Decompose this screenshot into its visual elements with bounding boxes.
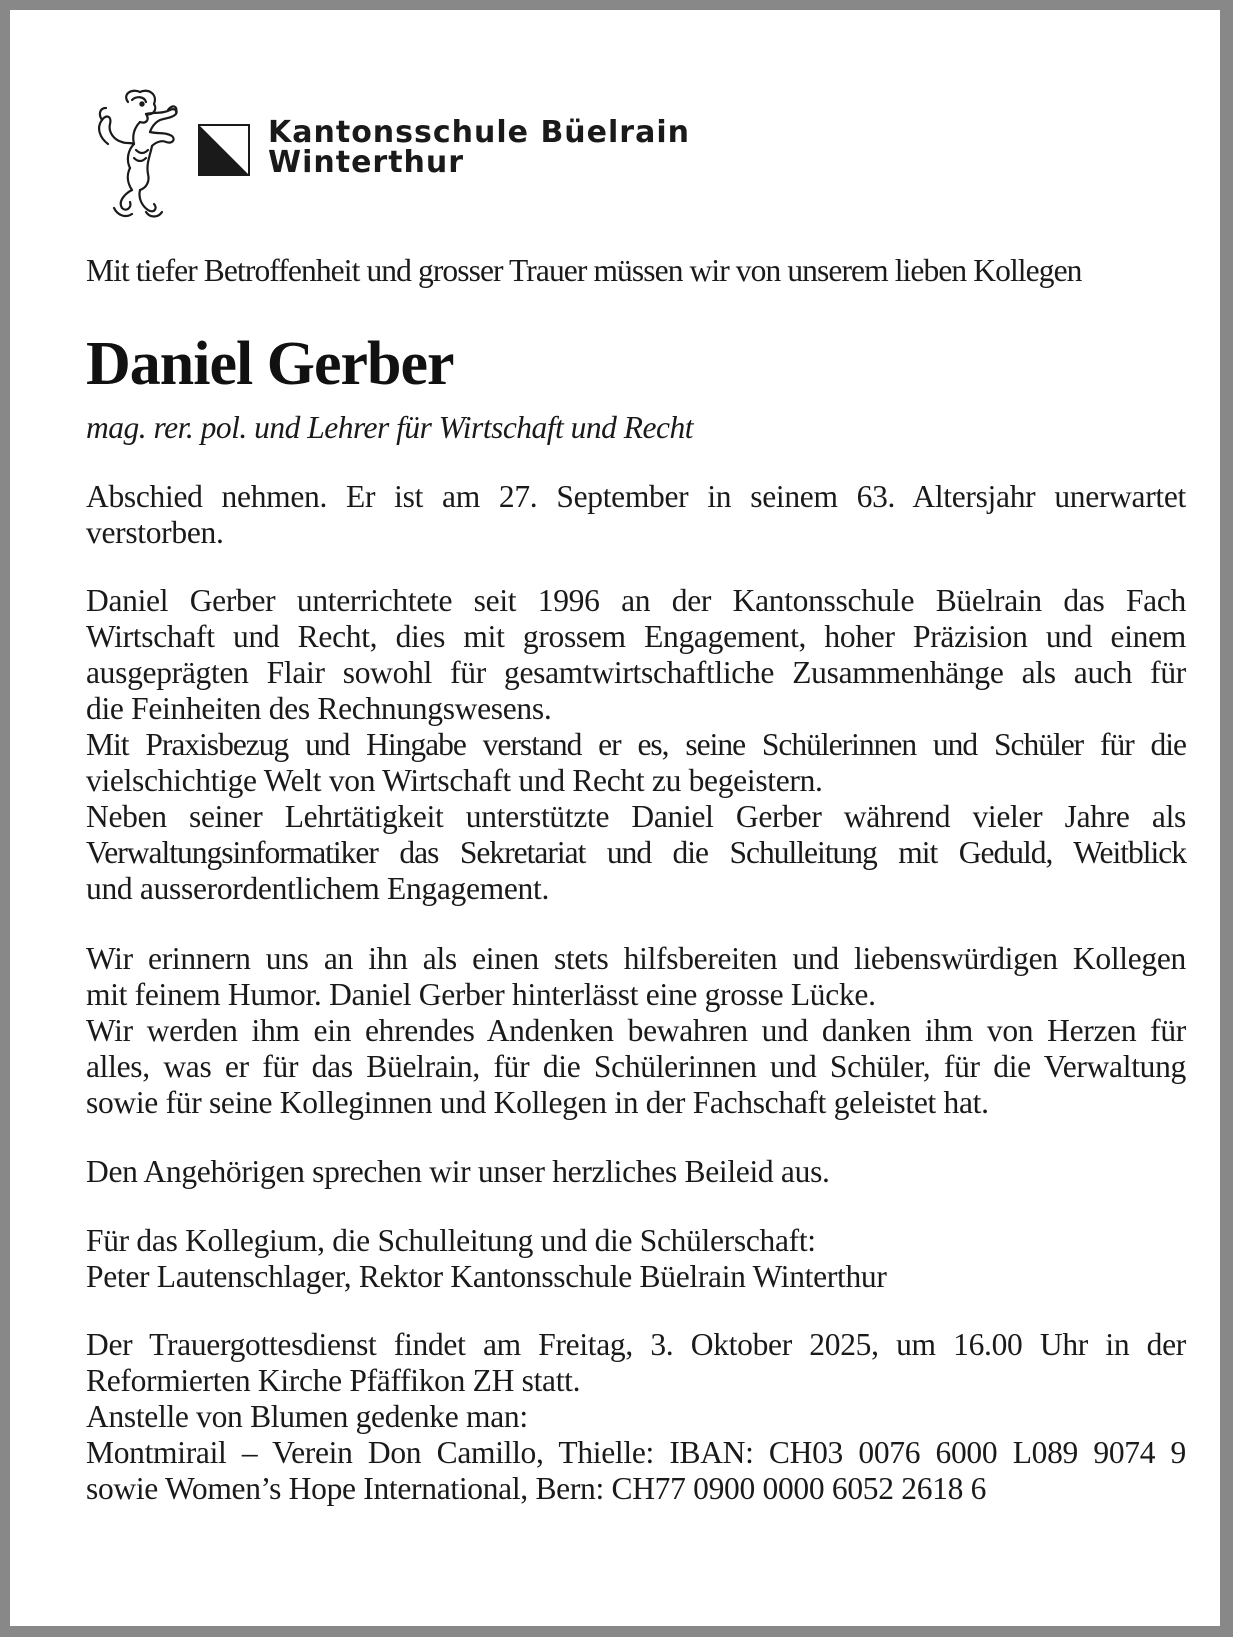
paragraph-line: Neben seiner Lehrtätigkeit unterstützte Daniel Gerber während vieler Jahre als (86, 799, 1186, 834)
obituary-page (10, 10, 1220, 1626)
paragraph-line: Wir erinnern uns an ihn als einen stets hilfsbereiten und liebenswürdigen Kollegen (86, 941, 1186, 976)
school-name (268, 115, 690, 180)
paragraph-line: Mit Praxisbezug und Hingabe verstand er es, seine Schülerinnen und Schüler für die (86, 727, 1186, 762)
paragraph-line: Den Angehörigen sprechen wir unser herzliches Beileid aus. (86, 1154, 830, 1189)
paragraph-line: Montmirail – Verein Don Camillo, Thielle: IBAN: CH03 0076 6000 L089 9074 9 (86, 1435, 1186, 1470)
paragraph-death-notice (86, 479, 1186, 551)
lion-crest-icon (88, 84, 184, 224)
paragraph-line: die Feinheiten des Rechnungswesens. (86, 691, 552, 726)
paragraph-service-donations (86, 1327, 1186, 1507)
paragraph-line: Der Trauergottesdienst findet am Freitag, 3. Oktober 2025, um 16.00 Uhr in der (86, 1327, 1186, 1362)
paragraph-remembrance (86, 941, 1186, 1121)
school-name-line2: Winterthur (268, 145, 465, 180)
paragraph-condolences (86, 1154, 1186, 1190)
paragraph-line: Peter Lautenschlager, Rektor Kantonsschule Büelrain Winterthur (86, 1259, 887, 1294)
paragraph-line: alles, was er für das Büelrain, für die Schülerinnen und Schüler, für die Verwaltung (86, 1049, 1186, 1084)
paragraph-line: Wirtschaft und Recht, dies mit grossem Engagement, hoher Präzision und einem (86, 619, 1186, 654)
school-name-line1: Kantonsschule Büelrain (268, 115, 690, 150)
paragraph-line: ausgeprägten Flair sowohl für gesamtwirtschaftliche Zusammenhänge als auch für (86, 655, 1186, 690)
paragraph-line: Abschied nehmen. Er ist am 27. September in seinem 63. Altersjahr unerwartet (86, 479, 1186, 514)
paragraph-signature (86, 1223, 1186, 1295)
paragraph-line: und ausserordentlichem Engagement. (86, 871, 550, 906)
deceased-title: mag. rer. pol. und Lehrer für Wirtschaft und Recht (86, 410, 694, 445)
paragraph-line: Für das Kollegium, die Schulleitung und die Schülerschaft: (86, 1223, 816, 1258)
paragraph-career (86, 583, 1186, 907)
intro-text: Mit tiefer Betroffenheit und grosser Trauer müssen wir von unserem lieben Kollegen (86, 253, 1082, 288)
paragraph-line: Wir werden ihm ein ehrendes Andenken bewahren und danken ihm von Herzen für (86, 1013, 1186, 1048)
paragraph-line: sowie Women’s Hope International, Bern: CH77 0900 0000 6052 2618 6 (86, 1471, 987, 1506)
paragraph-line: mit feinem Humor. Daniel Gerber hinterlässt eine grosse Lücke. (86, 977, 876, 1012)
paragraph-line: Anstelle von Blumen gedenke man: (86, 1399, 528, 1434)
paragraph-line: Verwaltungsinformatiker das Sekretariat und die Schulleitung mit Geduld, Weitblick (86, 835, 1186, 870)
paragraph-line: Reformierten Kirche Pfäffikon ZH statt. (86, 1363, 581, 1398)
paragraph-line: vielschichtige Welt von Wirtschaft und Recht zu begeistern. (86, 763, 823, 798)
canton-logo-icon (198, 124, 250, 176)
paragraph-line: Daniel Gerber unterrichtete seit 1996 an der Kantonsschule Büelrain das Fach (86, 583, 1186, 618)
paragraph-line: sowie für seine Kolleginnen und Kollegen in der Fachschaft geleistet hat. (86, 1085, 989, 1120)
deceased-name: Daniel Gerber (86, 330, 454, 398)
paragraph-line: verstorben. (86, 515, 224, 550)
